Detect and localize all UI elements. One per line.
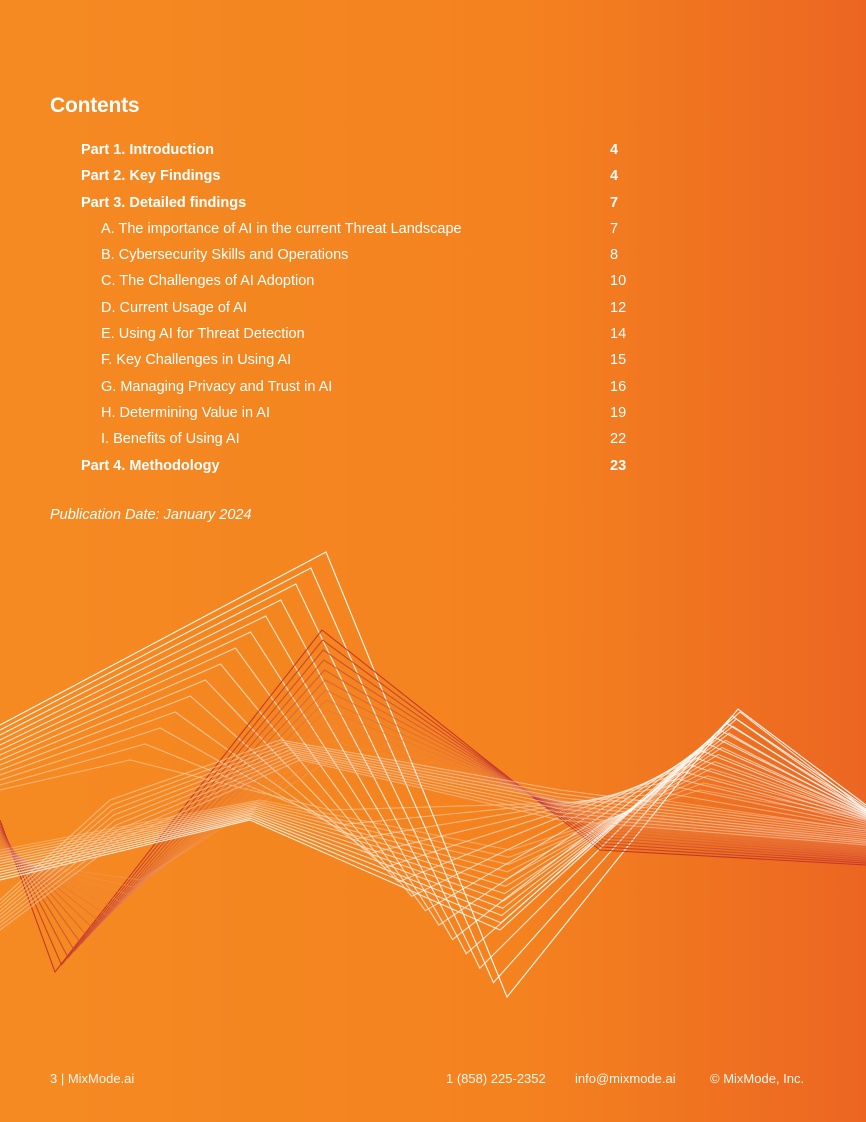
toc-entry-part-4[interactable]	[81, 453, 641, 479]
toc-entry-page: 14	[610, 326, 627, 343]
toc-entry-label: E. Using AI for Threat Detection	[101, 326, 305, 343]
wave-pink-a-line-3	[0, 755, 866, 923]
toc-entry-label: Part 1. Introduction	[81, 142, 214, 158]
toc-entry-section-e[interactable]	[81, 321, 641, 347]
toc-entry-page: 16	[610, 378, 627, 395]
footer-copyright: © MixMode, Inc.	[710, 1071, 805, 1086]
wave-white-b-line-9	[0, 769, 866, 872]
toc-entry-label: D. Current Usage of AI	[101, 299, 247, 316]
toc-entry-page: 7	[610, 194, 619, 211]
wave-white-b-line-10	[0, 776, 866, 865]
wave-white-b-line-7	[0, 755, 866, 887]
toc-entry-label: G. Managing Privacy and Trust in AI	[101, 378, 333, 395]
toc-entry-section-g[interactable]	[81, 374, 641, 400]
wave-white-a-line-6	[0, 632, 866, 925]
page-title: Contents	[50, 94, 140, 117]
toc-entry-label: I. Benefits of Using AI	[101, 431, 240, 448]
toc-entry-page: 4	[610, 142, 619, 158]
toc-entry-label: B. Cybersecurity Skills and Operations	[101, 247, 349, 264]
toc-entry-page: 7	[610, 220, 619, 237]
wave-red-a-line-14	[0, 760, 866, 880]
toc-entry-page: 10	[610, 273, 627, 290]
toc-entry-page: 23	[610, 457, 627, 474]
toc-entry-part-3[interactable]	[81, 190, 641, 216]
toc-entry-section-a[interactable]	[81, 216, 641, 242]
toc-entry-section-f[interactable]	[81, 347, 641, 373]
toc-entry-section-d[interactable]	[81, 295, 641, 321]
wave-red-a-line-1	[0, 630, 866, 972]
toc-entry-page: 4	[610, 168, 619, 185]
toc-entry-label: Part 2. Key Findings	[81, 168, 221, 185]
toc-entry-section-h[interactable]	[81, 400, 641, 426]
wave-white-a-line-8	[0, 664, 866, 896]
toc-entry-page: 15	[610, 352, 627, 369]
wave-white-a-line-2	[0, 568, 866, 983]
toc-entry-label: H. Determining Value in AI	[101, 404, 270, 421]
toc-entry-page: 19	[610, 404, 627, 421]
toc-entry-page: 8	[610, 247, 619, 264]
toc-entry-part-2[interactable]	[81, 163, 641, 189]
decorative-wave-graphic	[0, 540, 866, 1010]
wave-white-a-line-1	[0, 552, 866, 997]
toc-entry-page: 12	[610, 299, 627, 316]
publication-date: Publication Date: January 2024	[50, 507, 252, 523]
toc-entry-label: C. The Challenges of AI Adoption	[101, 273, 315, 290]
toc-entry-section-b[interactable]	[81, 242, 641, 268]
footer-email: info@mixmode.ai	[575, 1071, 676, 1086]
footer-page-brand: 3 | MixMode.ai	[50, 1071, 135, 1086]
toc-entry-label: F. Key Challenges in Using AI	[101, 352, 292, 369]
toc-entry-part-1[interactable]	[81, 137, 641, 163]
toc-entry-label: Part 3. Detailed findings	[81, 194, 247, 211]
toc-entry-section-i[interactable]	[81, 426, 641, 452]
table-of-contents	[81, 137, 641, 479]
toc-entry-page: 22	[610, 431, 627, 448]
toc-entry-section-c[interactable]	[81, 268, 641, 294]
footer-phone: 1 (858) 225-2352	[446, 1071, 546, 1086]
toc-entry-label: Part 4. Methodology	[81, 457, 220, 474]
toc-entry-label: A. The importance of AI in the current Threat Landscape	[101, 220, 462, 237]
